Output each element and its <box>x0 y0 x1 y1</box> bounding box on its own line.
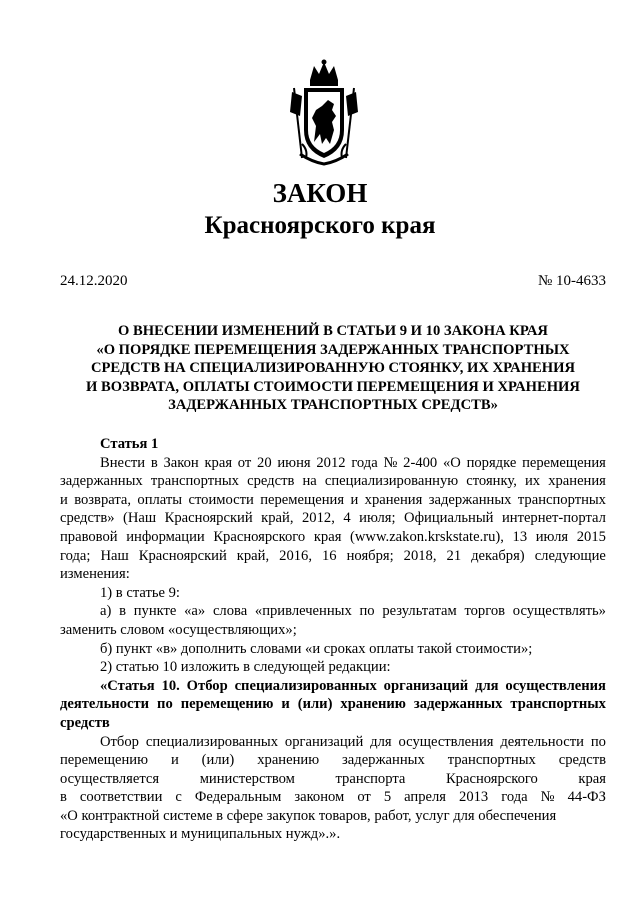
heading-line: И ВОЗВРАТА, ОПЛАТЫ СТОИМОСТИ ПЕРЕМЕЩЕНИЯ И ХРАНЕНИЯ <box>86 378 580 395</box>
coat-of-arms-icon <box>288 58 360 168</box>
law-heading <box>60 322 606 415</box>
body-line: осуществляется министерством транспорта Красноярского края <box>60 770 606 787</box>
body-line: перемещению и (или) хранению задержанных транспортных средств <box>60 752 606 769</box>
heading-line: О ВНЕСЕНИИ ИЗМЕНЕНИЙ В СТАТЬИ 9 И 10 ЗАКОНА КРАЯ <box>118 323 548 339</box>
body-line: Отбор специализированных организаций для осуществления деятельности по <box>100 733 606 750</box>
body-line: деятельности по перемещению и (или) хранению задержанных транспортных <box>60 696 606 713</box>
body-line: в соответствии с Федеральным законом от 5 апреля 2013 года № 44-ФЗ <box>60 789 606 806</box>
body-line: заменить словом «осуществляющих»; <box>60 621 297 638</box>
law-title: ЗАКОН <box>272 178 368 208</box>
body-line: средств» (Наш Красноярский край, 2012, 4 июля; Официальный интернет-портал <box>60 510 606 527</box>
body-line: «О контрактной системе в сфере закупок товаров, работ, услуг для обеспечения <box>60 807 557 824</box>
heading-line: ЗАДЕРЖАННЫХ ТРАНСПОРТНЫХ СРЕДСТВ» <box>168 397 498 414</box>
heading-line: «О ПОРЯДКЕ ПЕРЕМЕЩЕНИЯ ЗАДЕРЖАННЫХ ТРАНСПОРТНЫХ <box>96 341 570 358</box>
heading-line: СРЕДСТВ НА СПЕЦИАЛИЗИРОВАННУЮ СТОЯНКУ, ИХ ХРАНЕНИЯ <box>90 360 576 377</box>
body-line: и возврата, оплаты стоимости перемещения и хранения задержанных транспортных <box>60 491 606 508</box>
body-line: правовой информации Красноярского края (www.zakon.krskstate.ru), 13 июля 2015 <box>60 528 606 545</box>
body-line: б) пункт «в» дополнить словами «и сроках оплаты такой стоимости»; <box>100 640 533 657</box>
body-line: «Статья 10. Отбор специализированных организаций для осуществления <box>100 677 606 694</box>
law-region: Красноярского края <box>204 212 436 239</box>
body-line: задержанных транспортных средств на специализированную стоянку, их хранения <box>60 473 606 490</box>
document-number: № 10-4633 <box>537 273 606 289</box>
document-date: 24.12.2020 <box>60 273 128 289</box>
body-line: изменения: <box>60 566 130 583</box>
coat-of-arms-emblem <box>288 58 360 168</box>
body-line: а) в пункте «а» слова «привлеченных по результатам торгов осуществлять» <box>100 603 606 620</box>
body-line: 2) статью 10 изложить в следующей редакции: <box>100 659 391 676</box>
body-line: средств <box>60 714 110 731</box>
law-body <box>60 435 606 844</box>
body-line: государственных и муниципальных нужд».». <box>60 826 341 843</box>
body-line: года; Наш Красноярский край, 2016, 16 ноября; 2018, 21 декабря) следующие <box>60 547 606 564</box>
body-line: Внести в Закон края от 20 июня 2012 года № 2-400 «О порядке перемещения <box>100 454 606 471</box>
body-line: Статья 1 <box>100 436 159 452</box>
body-line: 1) в статье 9: <box>100 584 180 601</box>
